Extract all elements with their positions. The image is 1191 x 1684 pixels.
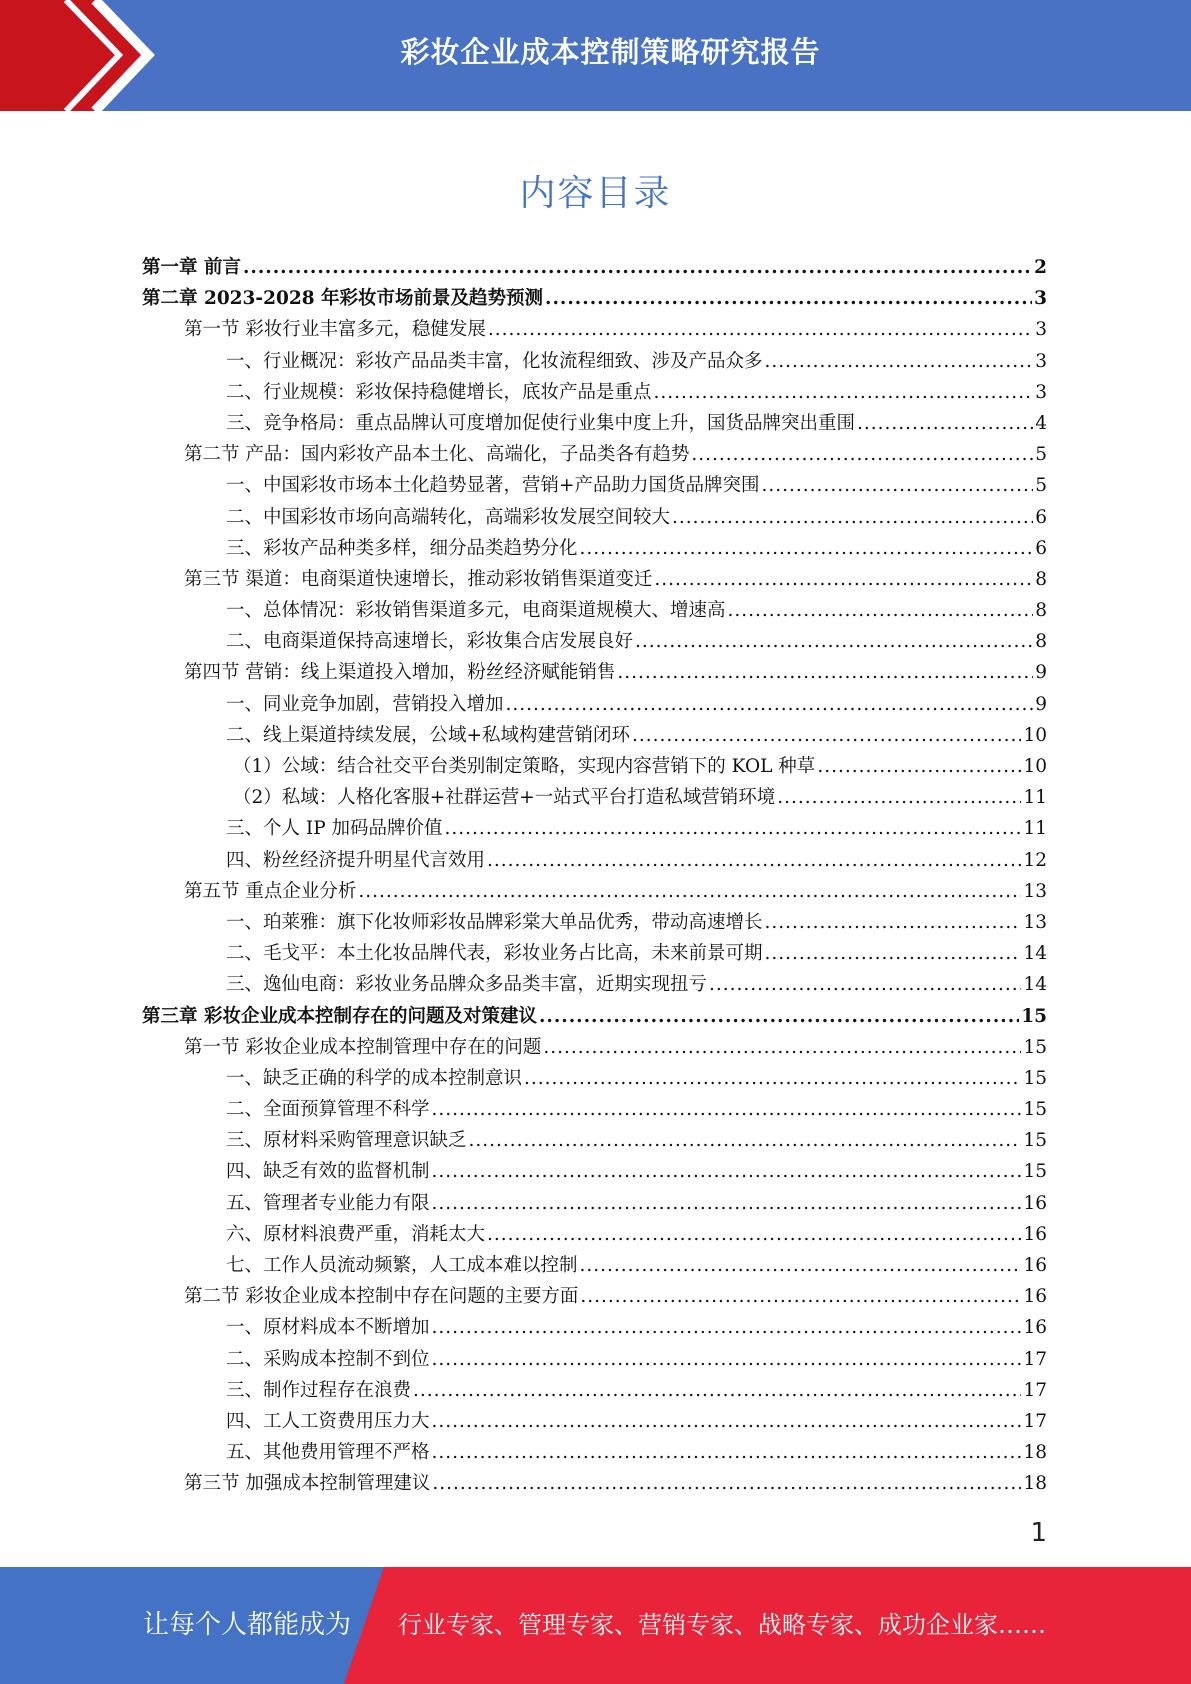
toc-dot-leader (691, 444, 1033, 465)
toc-dot-leader (432, 1161, 1022, 1182)
toc-entry-page: 15 (1023, 1036, 1047, 1058)
toc-entry-title: 二、毛戈平：本土化妆品牌代表，彩妆业务占比高，未来前景可期 (226, 943, 763, 965)
toc-entry-page: 5 (1035, 444, 1047, 466)
toc-dot-leader (243, 257, 1032, 278)
toc-entry-title: 第三节 加强成本控制管理建议 (184, 1473, 431, 1495)
toc-dot-leader (543, 1037, 1021, 1058)
toc-dot-leader (432, 1317, 1022, 1338)
toc-entry[interactable] (142, 1033, 1047, 1064)
toc-entry[interactable] (142, 846, 1047, 877)
toc-entry-page: 3 (1035, 381, 1047, 403)
toc-entry-title: 二、全面预算管理不科学 (226, 1099, 430, 1121)
toc-dot-leader (432, 1411, 1022, 1432)
toc-dot-leader (539, 1006, 1019, 1027)
toc-entry-title: 三、个人 IP 加码品牌价值 (226, 818, 443, 840)
toc-entry-title: 三、彩妆产品种类多样，细分品类趋势分化 (226, 537, 578, 559)
toc-entry[interactable] (142, 783, 1047, 814)
toc-dot-leader (709, 974, 1021, 995)
toc-entry[interactable] (142, 284, 1047, 315)
toc-entry-page: 15 (1021, 1005, 1047, 1027)
toc-dot-leader (765, 943, 1022, 964)
toc-entry-title: 三、逸仙电商：彩妆业务品牌众多品类丰富，近期实现扭亏 (226, 974, 708, 996)
page-header (0, 0, 1191, 111)
toc-entry-page: 10 (1023, 724, 1047, 746)
page-footer (0, 1567, 1191, 1684)
toc-entry-page: 13 (1023, 911, 1047, 933)
toc-dot-leader (672, 507, 1033, 528)
toc-dot-leader (413, 1380, 1021, 1401)
toc-entry[interactable] (142, 1469, 1047, 1500)
toc-entry-page: 17 (1023, 1410, 1047, 1432)
toc-entry-title: 一、中国彩妆市场本土化趋势显著，营销+产品助力国货品牌突围 (226, 475, 760, 497)
toc-entry-page: 18 (1023, 1473, 1047, 1495)
toc-entry-title: 四、缺乏有效的监督机制 (226, 1161, 430, 1183)
toc-entry[interactable] (142, 1251, 1047, 1282)
toc-entry-page: 12 (1023, 849, 1047, 871)
footer-slogan-right: 行业专家、管理专家、营销专家、战略专家、成功企业家…… (398, 1611, 1046, 1639)
toc-entry-page: 6 (1035, 506, 1047, 528)
toc-entry[interactable] (142, 1095, 1047, 1126)
toc-entry[interactable] (142, 503, 1047, 534)
toc-entry-page: 15 (1023, 1130, 1047, 1152)
toc-entry-page: 14 (1023, 943, 1047, 965)
toc-entry[interactable] (142, 1064, 1047, 1095)
toc-entry[interactable] (142, 1313, 1047, 1344)
toc-entry[interactable] (142, 1438, 1047, 1469)
toc-entry[interactable] (142, 253, 1047, 284)
toc-entry-title: 第五节 重点企业分析 (184, 880, 357, 902)
toc-entry[interactable] (142, 877, 1047, 908)
toc-dot-leader (777, 787, 1021, 808)
toc-entry[interactable] (142, 658, 1047, 689)
toc-entry-page: 15 (1023, 1161, 1047, 1183)
toc-entry-page: 10 (1023, 756, 1047, 777)
toc-entry-page: 15 (1023, 1099, 1047, 1121)
toc-dot-leader (580, 1255, 1022, 1276)
toc-entry[interactable] (142, 347, 1047, 378)
toc-entry[interactable] (142, 1282, 1047, 1313)
toc-entry-page: 17 (1023, 1379, 1047, 1401)
toc-dot-leader (487, 1224, 1021, 1245)
toc-entry[interactable] (142, 440, 1047, 471)
toc-dot-leader (762, 475, 1034, 496)
toc-entry[interactable] (142, 1002, 1047, 1033)
toc-entry-page: 11 (1023, 818, 1047, 840)
toc-entry[interactable] (142, 721, 1047, 752)
toc-entry-title: 二、行业规模：彩妆保持稳健增长，底妆产品是重点 (226, 381, 652, 403)
toc-entry-page: 8 (1035, 631, 1047, 653)
toc-entry-page: 15 (1023, 1067, 1047, 1089)
toc-dot-leader (524, 1068, 1021, 1089)
toc-entry-page: 3 (1035, 350, 1047, 372)
toc-entry-page: 8 (1035, 568, 1047, 590)
toc-entry-title: 第二节 彩妆企业成本控制中存在问题的主要方面 (184, 1286, 579, 1308)
toc-entry-page: 6 (1035, 537, 1047, 559)
toc-entry-page: 16 (1023, 1317, 1047, 1339)
toc-entry-page: 11 (1023, 787, 1047, 809)
toc-entry-title: 第三章 彩妆企业成本控制存在的问题及对策建议 (142, 1005, 537, 1027)
toc-entry-title: 六、原材料浪费严重，消耗太大 (226, 1223, 486, 1245)
toc-entry[interactable] (142, 1407, 1047, 1438)
toc-entry-title: 三、制作过程存在浪费 (226, 1379, 412, 1401)
table-of-contents (142, 253, 1047, 1501)
toc-entry-page: 16 (1023, 1255, 1047, 1276)
toc-dot-leader (432, 1099, 1022, 1120)
toc-entry[interactable] (142, 565, 1047, 596)
toc-entry[interactable] (142, 315, 1047, 346)
toc-dot-leader (580, 1286, 1021, 1307)
toc-entry-title: （1）公域：结合社交平台类别制定策略，实现内容营销下的 KOL 种草 (233, 756, 816, 777)
toc-entry-title: 二、中国彩妆市场向高端转化，高端彩妆发展空间较大 (226, 506, 671, 528)
toc-entry[interactable] (142, 409, 1047, 440)
footer-slogan-left: 让每个人都能成为 (143, 1610, 352, 1640)
toc-entry[interactable] (142, 939, 1047, 970)
toc-dot-leader (432, 1442, 1022, 1463)
toc-entry[interactable] (142, 1157, 1047, 1188)
toc-entry-title: 三、竞争格局：重点品牌认可度增加促使行业集中度上升，国货品牌突出重围 (226, 412, 856, 434)
toc-dot-leader (432, 1473, 1021, 1494)
toc-entry-title: 四、工人工资费用压力大 (226, 1410, 430, 1432)
toc-dot-leader (765, 351, 1034, 372)
toc-entry[interactable] (142, 970, 1047, 1001)
toc-dot-leader (488, 319, 1033, 340)
toc-entry-title: 一、珀莱雅：旗下化妆师彩妆品牌彩棠大单品优秀，带动高速增长 (226, 911, 763, 933)
toc-dot-leader (580, 538, 1034, 559)
toc-entry-title: 第一章 前言 (142, 257, 241, 278)
toc-entry-title: 二、电商渠道保持高速增长，彩妆集合店发展良好 (226, 631, 634, 653)
toc-dot-leader (632, 725, 1021, 746)
toc-entry-page: 14 (1023, 974, 1047, 996)
toc-entry[interactable] (142, 471, 1047, 502)
toc-entry[interactable] (142, 908, 1047, 939)
toc-entry-title: 一、缺乏正确的科学的成本控制意识 (226, 1067, 523, 1089)
toc-entry-page: 8 (1035, 600, 1047, 622)
toc-dot-leader (654, 569, 1033, 590)
toc-dot-leader (432, 1349, 1022, 1370)
toc-dot-leader (432, 1193, 1022, 1214)
toc-dot-leader (765, 912, 1022, 933)
toc-entry-page: 18 (1023, 1442, 1047, 1464)
toc-entry[interactable] (142, 1345, 1047, 1376)
toc-entry-title: 一、同业竞争加剧，营销投入增加 (226, 693, 504, 715)
toc-entry-page: 16 (1023, 1286, 1047, 1308)
toc-entry-title: 二、线上渠道持续发展，公域+私域构建营销闭环 (226, 724, 631, 746)
toc-entry-page: 2 (1034, 257, 1047, 278)
toc-entry-page: 4 (1035, 412, 1047, 434)
toc-entry-title: 第一节 彩妆企业成本控制管理中存在的问题 (184, 1036, 542, 1058)
toc-entry[interactable] (142, 752, 1047, 783)
toc-entry-page: 16 (1023, 1192, 1047, 1214)
toc-entry-title: 五、管理者专业能力有限 (226, 1192, 430, 1214)
toc-entry-page: 3 (1035, 319, 1047, 341)
toc-dot-leader (506, 694, 1034, 715)
toc-dot-leader (545, 288, 1032, 309)
toc-dot-leader (445, 818, 1022, 839)
toc-entry-page: 3 (1034, 288, 1047, 310)
toc-entry[interactable] (142, 814, 1047, 845)
report-title: 彩妆企业成本控制策略研究报告 (400, 35, 821, 69)
toc-entry-title: 第三节 渠道：电商渠道快速增长，推动彩妆销售渠道变迁 (184, 568, 653, 590)
toc-entry[interactable] (142, 1126, 1047, 1157)
toc-entry-title: 二、采购成本控制不到位 (226, 1348, 430, 1370)
toc-dot-leader (358, 881, 1021, 902)
toc-entry-page: 16 (1023, 1223, 1047, 1245)
toc-dot-leader (817, 756, 1021, 777)
toc-entry-title: 五、其他费用管理不严格 (226, 1442, 430, 1464)
toc-entry-title: 第一节 彩妆行业丰富多元，稳健发展 (184, 319, 486, 341)
toc-entry-title: 一、原材料成本不断增加 (226, 1317, 430, 1339)
toc-entry-title: 一、行业概况：彩妆产品品类丰富，化妆流程细致、涉及产品众多 (226, 350, 763, 372)
toc-entry-title: 第二章 2023-2028 年彩妆市场前景及趋势预测 (142, 288, 544, 310)
toc-dot-leader (469, 1130, 1022, 1151)
toc-entry[interactable] (142, 378, 1047, 409)
toc-entry[interactable] (142, 627, 1047, 658)
toc-entry-title: 七、工作人员流动频繁，人工成本难以控制 (226, 1255, 578, 1276)
toc-dot-leader (617, 662, 1033, 683)
toc-entry-title: 三、原材料采购管理意识缺乏 (226, 1130, 467, 1152)
toc-entry-page: 5 (1035, 475, 1047, 497)
toc-heading: 内容目录 (519, 173, 672, 214)
toc-entry[interactable] (142, 1189, 1047, 1220)
toc-entry-title: 四、粉丝经济提升明星代言效用 (226, 849, 486, 871)
toc-entry[interactable] (142, 596, 1047, 627)
toc-dot-leader (487, 850, 1021, 871)
toc-entry-page: 17 (1023, 1348, 1047, 1370)
toc-entry[interactable] (142, 534, 1047, 565)
toc-entry-page: 9 (1035, 662, 1047, 684)
toc-dot-leader (654, 382, 1034, 403)
toc-dot-leader (857, 413, 1033, 434)
toc-entry-page: 9 (1035, 693, 1047, 715)
toc-dot-leader (728, 600, 1034, 621)
toc-entry-page: 13 (1023, 880, 1047, 902)
toc-entry-title: 一、总体情况：彩妆销售渠道多元，电商渠道规模大、增速高 (226, 600, 726, 622)
toc-entry-title: 第四节 营销：线上渠道投入增加，粉丝经济赋能销售 (184, 662, 616, 684)
toc-dot-leader (635, 631, 1033, 652)
toc-entry[interactable] (142, 1376, 1047, 1407)
page-number: 1 (1030, 1518, 1047, 1548)
toc-entry-title: 第二节 产品：国内彩妆产品本土化、高端化，子品类各有趋势 (184, 444, 690, 466)
toc-entry[interactable] (142, 1220, 1047, 1251)
toc-entry[interactable] (142, 690, 1047, 721)
toc-entry-title: （2）私域：人格化客服+社群运营+一站式平台打造私域营销环境 (233, 787, 776, 809)
